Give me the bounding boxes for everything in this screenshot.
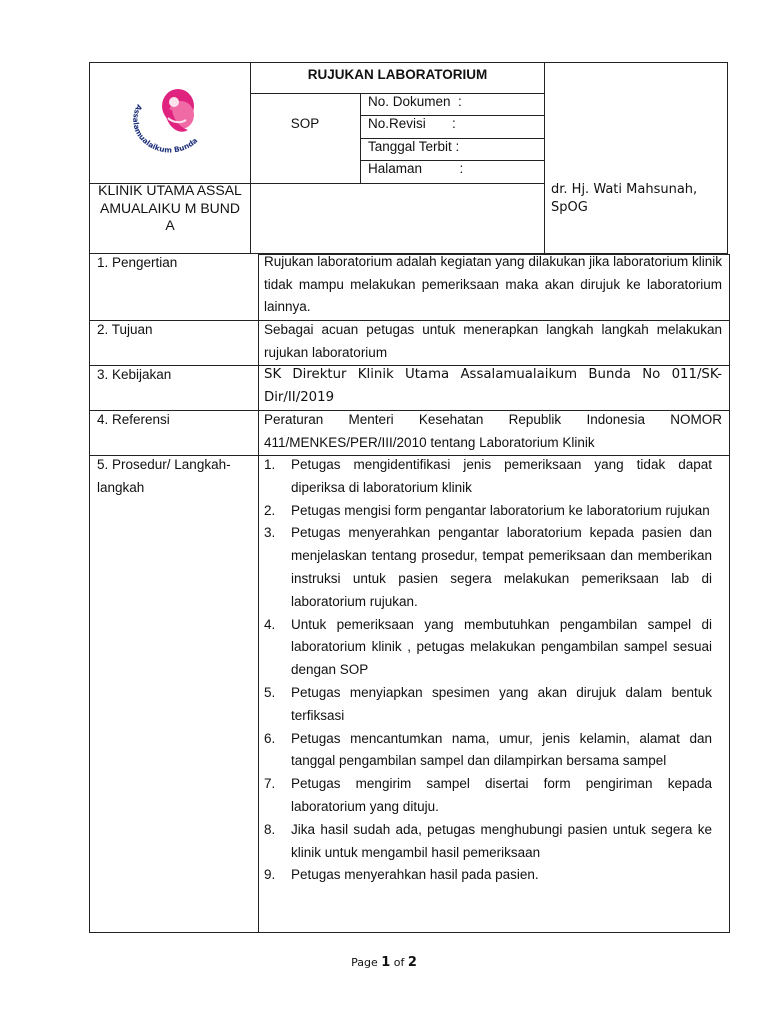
footer-of-word: of	[393, 956, 405, 969]
step-number: 5.	[264, 684, 276, 700]
procedure-step	[264, 682, 712, 728]
footer-page-word: Page	[351, 956, 378, 969]
step-number: 6.	[264, 730, 276, 746]
step-number: 4.	[264, 616, 276, 632]
procedure-steps	[264, 454, 712, 887]
step-number: 9.	[264, 867, 276, 883]
procedure-step	[264, 819, 712, 865]
procedure-step	[264, 864, 712, 887]
procedure-step	[264, 500, 712, 523]
step-text: Petugas menyerahkan pengantar laboratorium kepada pasien dan menjelaskan tentang prosedur, tempat pemeriksaan dan memberikan instruksi untuk pasien segera melakukan pemeriksaan lab di laboratorium rujukan.	[291, 525, 712, 609]
step-text: Petugas mengidentifikasi jenis pemeriksaan yang tidak dapat diperiksa di laboratorium klinik	[291, 457, 712, 495]
procedure-step	[264, 614, 712, 682]
step-number: 3.	[264, 525, 276, 541]
row-text-tujuan: Sebagai acuan petugas untuk menerapkan langkah langkah melakukan rujukan laboratorium	[264, 322, 722, 360]
step-text: Petugas mengirim sampel disertai form pengiriman kepada laboratorium yang dituju.	[291, 776, 712, 814]
step-number: 7.	[264, 776, 276, 792]
procedure-step	[264, 522, 712, 613]
procedure-step	[264, 773, 712, 819]
logo-text: Assalamualaikum Bunda	[131, 102, 200, 155]
footer-total-pages: 2	[407, 955, 417, 970]
row-label-referensi: 4. Referensi	[97, 412, 170, 427]
footer-current-page: 1	[381, 955, 391, 970]
page-footer	[0, 955, 768, 970]
revision-field: No.Revisi :	[368, 116, 456, 131]
step-number: 1.	[264, 457, 276, 472]
step-number: 8.	[264, 821, 276, 837]
sop-label: SOP	[290, 116, 320, 131]
procedure-step	[264, 454, 712, 500]
row-text-referensi: Peraturan Menteri Kesehatan Republik Indonesia NOMOR 411/MENKES/PER/III/2010 tentang Laboratorium Klinik	[264, 412, 722, 450]
procedure-step	[264, 728, 712, 774]
page-field: Halaman :	[368, 161, 464, 176]
row-text-kebijakan: SK Direktur Klinik Utama Assalamualaikum Bunda No 011/SK-Dir/II/2019	[264, 367, 722, 405]
row-text-pengertian: Rujukan laboratorium adalah kegiatan yang dilakukan jika laboratorium klinik tidak mampu melakukan pemeriksaan maka akan dirujuk ke laboratorium lainnya.	[264, 254, 722, 314]
step-text: Petugas mencantumkan nama, umur, jenis kelamin, alamat dan tanggal pengambilan sampel dan dilampirkan bersama sampel	[291, 730, 712, 769]
step-text: Untuk pemeriksaan yang membutuhkan pengambilan sampel di laboratorium klinik , petugas melakukan pengambilan sampel sesuai dengan SOP	[291, 616, 712, 678]
step-text: Petugas menyerahkan hasil pada pasien.	[291, 867, 539, 883]
document-title: RUJUKAN LABORATORIUM	[307, 67, 488, 82]
row-label-prosedur: 5. Prosedur/ Langkah-langkah	[97, 457, 231, 495]
row-label-kebijakan: 3. Kebijakan	[97, 367, 172, 382]
clinic-logo	[128, 82, 212, 156]
step-number: 2.	[264, 502, 276, 518]
step-text: Jika hasil sudah ada, petugas menghubungi pasien untuk segera ke klinik untuk mengambil hasil pemeriksaan	[291, 821, 712, 860]
issue-date-field: Tanggal Terbit :	[368, 139, 460, 154]
signatory-name: dr. Hj. Wati Mahsunah, SpOG	[551, 182, 698, 215]
row-label-pengertian: 1. Pengertian	[97, 255, 178, 270]
doc-number-field: No. Dokumen :	[368, 94, 462, 109]
row-label-tujuan: 2. Tujuan	[97, 322, 153, 337]
step-text: Petugas mengisi form pengantar laboratorium ke laboratorium rujukan	[291, 502, 710, 518]
clinic-name: KLINIK UTAMA ASSALAMUALAIKU M BUNDA	[98, 182, 242, 233]
step-text: Petugas menyiapkan spesimen yang akan dirujuk dalam bentuk terfiksasi	[291, 684, 712, 723]
